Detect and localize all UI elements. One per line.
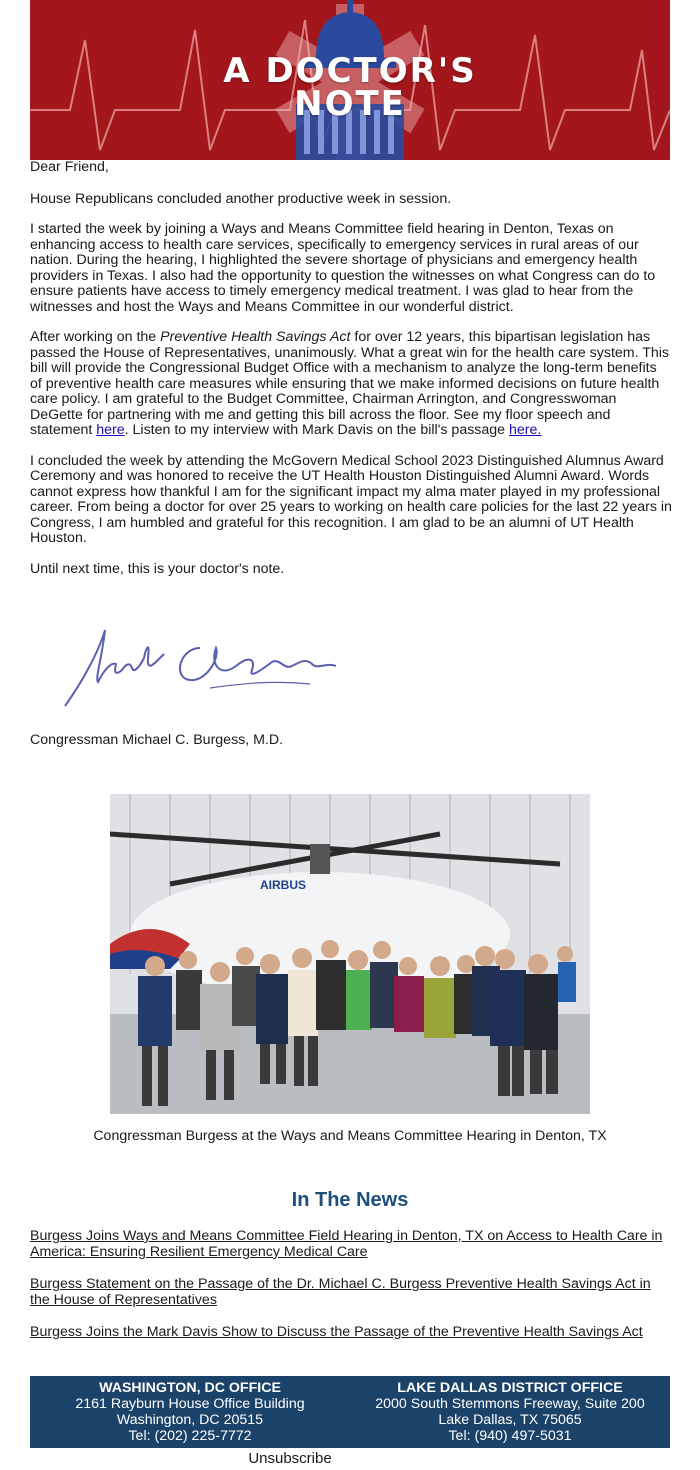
news-link-statement[interactable]: Burgess Statement on the Passage of the Dr. Michael C. Burgess Preventive Health Savings Act in the House of Representatives [30,1276,651,1308]
dc-office-heading: WASHINGTON, DC OFFICE [99,1380,281,1396]
paragraph-session: House Republicans concluded another productive week in session. [30,190,452,207]
p3-main: for over 12 years, this bipartisan legislation has passed the House of Representatives, unanimously. What a great win for the health care system. This bill will provide the Congressional Budget Office with a mechanism to analyze the long-term benefits of preventive health care measures while ensuring that we make informed decisions on future health care policy. I am grateful to the Budget Committee, Chairman Arrington, and Congresswoman DeGette for partnering with me and getting this bill across the floor. See my floor speech and statement [30,329,670,438]
floor-speech-link[interactable]: here [96,422,125,438]
district-office [360,1380,660,1444]
greeting: Dear Friend, [30,159,109,175]
district-office-phone: Tel: (940) 497-5031 [448,1428,572,1444]
paragraph-hearing: I started the week by joining a Ways and Means Committee field hearing in Denton, Texas on enhancing access to health care services, specifically to emergency services in rural areas of our nation. During the hearing, I highlighted the severe shortage of physicians and emergency health providers in Texas. I also had the opportunity to question the witnesses on what Congress can do to ensure patients have access to timely emergency medical treatment. I was glad to hear from the witnesses and host the Ways and Means Committee in our wonderful district. [30,221,656,315]
p3-mid: . Listen to my interview with Mark Davis on the bill's passage [124,422,510,438]
banner-title-line2: NOTE [294,84,406,124]
signature-image [60,618,350,718]
header-banner [30,0,670,160]
paragraph-legislation [30,330,672,439]
news-link-hearing[interactable]: Burgess Joins Ways and Means Committee Field Hearing in Denton, TX on Access to Health Care in America: Ensuring Resilient Emergency Medical Care [30,1228,663,1260]
news-link-mark-davis[interactable]: Burgess Joins the Mark Davis Show to Discuss the Passage of the Preventive Health Savings Act [30,1324,643,1340]
hearing-photo [110,794,590,1114]
banner-title [30,51,670,124]
news-list [30,1228,670,1356]
office-footer [30,1376,670,1448]
photo-caption: Congressman Burgess at the Ways and Means Committee Hearing in Denton, TX [93,1128,607,1144]
district-office-address2: Lake Dallas, TX 75065 [438,1412,582,1428]
signature-name: Congressman Michael C. Burgess, M.D. [30,732,284,748]
dc-office-address1: 2161 Rayburn House Office Building [75,1396,305,1412]
unsubscribe-link[interactable]: Unsubscribe [248,1450,332,1467]
closing: Until next time, this is your doctor's note. [30,560,285,577]
district-office-heading: LAKE DALLAS DISTRICT OFFICE [397,1380,623,1396]
interview-link[interactable]: here. [509,422,542,438]
dc-office [40,1380,340,1444]
dc-office-address2: Washington, DC 20515 [116,1412,264,1428]
p3-prefix: After working on the [30,329,161,345]
dc-office-phone: Tel: (202) 225-7772 [128,1428,252,1444]
helicopter-brand: AIRBUS [260,878,307,892]
news-heading: In The News [291,1189,409,1211]
letter-body [30,160,672,592]
paragraph-award: I concluded the week by attending the McGovern Medical School 2023 Distinguished Alumnus Award Ceremony and was honored to receive the UT Health Houston Distinguished Alumni Award. Words cannot express how thankful I am for the significant impact my alma mater played in my professional career. From being a doctor for over 25 years to working on health care policies for the last 22 years in Congress, I am humbled and grateful for this recognition. I am glad to be an alumni of UT Health Houston. [30,452,672,546]
bill-name: Preventive Health Savings Act [160,329,351,345]
banner-title-line1: A DOCTOR'S [223,51,477,91]
newsletter [30,0,672,1467]
district-office-address1: 2000 South Stemmons Freeway, Suite 200 [375,1396,645,1412]
